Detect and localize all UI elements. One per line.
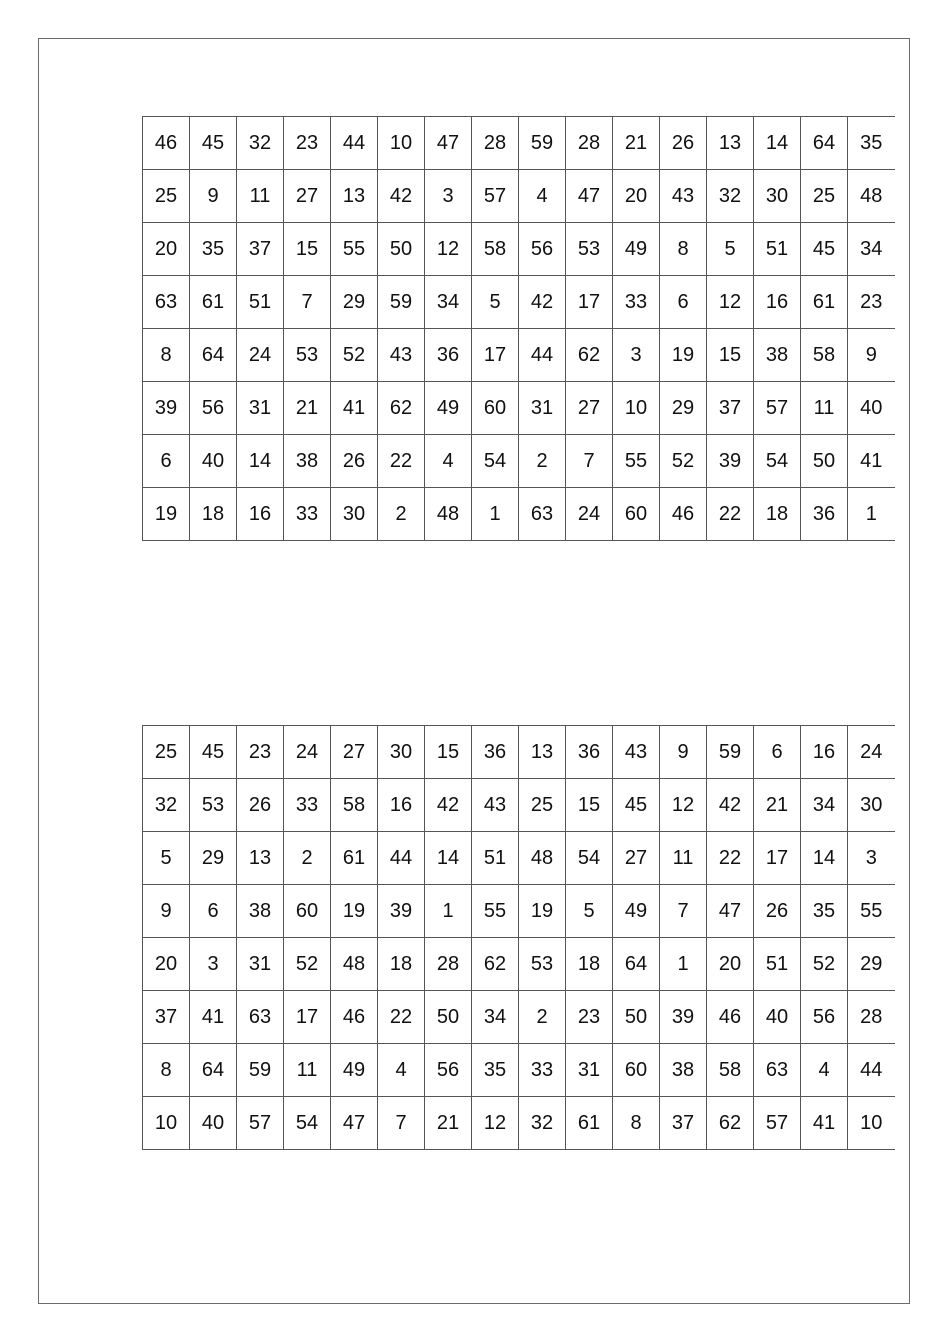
number-cell: 37 (707, 382, 754, 435)
number-cell: 19 (660, 329, 707, 382)
number-cell: 56 (425, 1044, 472, 1097)
number-cell: 34 (848, 223, 895, 276)
number-cell: 58 (331, 779, 378, 832)
number-cell: 55 (472, 885, 519, 938)
number-cell: 11 (660, 832, 707, 885)
number-cell: 29 (331, 276, 378, 329)
number-cell: 58 (801, 329, 848, 382)
number-cell: 41 (190, 991, 237, 1044)
number-cell: 46 (660, 488, 707, 541)
number-cell: 13 (237, 832, 284, 885)
number-cell: 49 (331, 1044, 378, 1097)
number-cell: 18 (190, 488, 237, 541)
number-cell: 24 (284, 726, 331, 779)
number-cell: 25 (801, 170, 848, 223)
number-cell: 17 (754, 832, 801, 885)
table-row (143, 779, 895, 832)
number-cell: 59 (237, 1044, 284, 1097)
number-cell: 8 (143, 329, 190, 382)
number-cell: 1 (472, 488, 519, 541)
number-cell: 10 (613, 382, 660, 435)
number-cell: 41 (331, 382, 378, 435)
number-cell: 21 (613, 117, 660, 170)
table-row (143, 991, 895, 1044)
number-cell: 15 (566, 779, 613, 832)
number-cell: 60 (613, 1044, 660, 1097)
number-cell: 19 (519, 885, 566, 938)
number-cell: 27 (613, 832, 660, 885)
number-cell: 37 (237, 223, 284, 276)
number-cell: 54 (284, 1097, 331, 1150)
table-row (143, 1044, 895, 1097)
number-cell: 5 (566, 885, 613, 938)
number-cell: 62 (472, 938, 519, 991)
number-cell: 6 (190, 885, 237, 938)
number-cell: 38 (660, 1044, 707, 1097)
number-cell: 54 (566, 832, 613, 885)
number-cell: 51 (754, 223, 801, 276)
number-cell: 32 (707, 170, 754, 223)
number-cell: 43 (378, 329, 425, 382)
number-cell: 10 (378, 117, 425, 170)
number-cell: 39 (707, 435, 754, 488)
number-cell: 35 (472, 1044, 519, 1097)
number-cell: 36 (801, 488, 848, 541)
number-cell: 52 (801, 938, 848, 991)
number-cell: 4 (801, 1044, 848, 1097)
table-row (143, 832, 895, 885)
number-cell: 42 (425, 779, 472, 832)
number-cell: 31 (237, 938, 284, 991)
number-cell: 55 (331, 223, 378, 276)
number-cell: 45 (613, 779, 660, 832)
number-cell: 47 (425, 117, 472, 170)
number-cell: 9 (848, 329, 895, 382)
number-cell: 33 (613, 276, 660, 329)
number-cell: 9 (190, 170, 237, 223)
number-cell: 49 (425, 382, 472, 435)
number-cell: 62 (707, 1097, 754, 1150)
number-cell: 46 (331, 991, 378, 1044)
number-cell: 7 (660, 885, 707, 938)
number-cell: 13 (519, 726, 566, 779)
number-cell: 35 (190, 223, 237, 276)
number-cell: 41 (848, 435, 895, 488)
number-cell: 45 (190, 117, 237, 170)
table-row (143, 1097, 895, 1150)
number-cell: 29 (848, 938, 895, 991)
number-cell: 23 (848, 276, 895, 329)
number-cell: 34 (801, 779, 848, 832)
number-cell: 35 (801, 885, 848, 938)
number-cell: 45 (190, 726, 237, 779)
table-row (143, 885, 895, 938)
number-cell: 5 (472, 276, 519, 329)
number-cell: 61 (331, 832, 378, 885)
number-cell: 38 (754, 329, 801, 382)
number-cell: 10 (143, 1097, 190, 1150)
number-cell: 15 (284, 223, 331, 276)
number-cell: 53 (190, 779, 237, 832)
number-cell: 46 (143, 117, 190, 170)
number-cell: 20 (613, 170, 660, 223)
number-cell: 28 (566, 117, 613, 170)
number-cell: 18 (566, 938, 613, 991)
number-cell: 20 (143, 938, 190, 991)
number-cell: 44 (378, 832, 425, 885)
number-cell: 56 (801, 991, 848, 1044)
number-cell: 50 (425, 991, 472, 1044)
number-cell: 39 (660, 991, 707, 1044)
number-cell: 58 (472, 223, 519, 276)
number-cell: 26 (660, 117, 707, 170)
number-cell: 22 (378, 991, 425, 1044)
number-grid-top (142, 116, 895, 541)
number-cell: 11 (237, 170, 284, 223)
number-cell: 43 (660, 170, 707, 223)
number-cell: 64 (613, 938, 660, 991)
number-cell: 11 (284, 1044, 331, 1097)
number-cell: 24 (566, 488, 613, 541)
number-cell: 48 (331, 938, 378, 991)
number-cell: 18 (378, 938, 425, 991)
number-cell: 16 (801, 726, 848, 779)
number-cell: 53 (284, 329, 331, 382)
number-cell: 6 (143, 435, 190, 488)
number-cell: 37 (660, 1097, 707, 1150)
number-cell: 29 (190, 832, 237, 885)
number-cell: 25 (143, 170, 190, 223)
number-cell: 1 (848, 488, 895, 541)
number-cell: 19 (331, 885, 378, 938)
number-cell: 16 (378, 779, 425, 832)
number-cell: 15 (707, 329, 754, 382)
number-cell: 16 (754, 276, 801, 329)
number-cell: 47 (566, 170, 613, 223)
number-cell: 17 (566, 276, 613, 329)
number-cell: 34 (425, 276, 472, 329)
number-cell: 51 (237, 276, 284, 329)
number-cell: 64 (801, 117, 848, 170)
number-cell: 44 (848, 1044, 895, 1097)
number-cell: 57 (237, 1097, 284, 1150)
number-cell: 8 (613, 1097, 660, 1150)
number-cell: 51 (472, 832, 519, 885)
number-cell: 25 (519, 779, 566, 832)
table-row (143, 117, 895, 170)
number-cell: 11 (801, 382, 848, 435)
number-cell: 49 (613, 885, 660, 938)
number-cell: 61 (801, 276, 848, 329)
number-cell: 3 (425, 170, 472, 223)
number-cell: 38 (237, 885, 284, 938)
number-cell: 34 (472, 991, 519, 1044)
number-cell: 50 (378, 223, 425, 276)
number-cell: 39 (143, 382, 190, 435)
number-cell: 57 (754, 382, 801, 435)
number-cell: 13 (331, 170, 378, 223)
number-cell: 4 (519, 170, 566, 223)
number-cell: 29 (660, 382, 707, 435)
number-cell: 40 (190, 435, 237, 488)
number-cell: 26 (237, 779, 284, 832)
number-cell: 63 (143, 276, 190, 329)
number-cell: 33 (284, 779, 331, 832)
number-cell: 44 (519, 329, 566, 382)
number-cell: 40 (754, 991, 801, 1044)
number-cell: 42 (378, 170, 425, 223)
number-cell: 19 (143, 488, 190, 541)
number-cell: 52 (284, 938, 331, 991)
number-cell: 14 (754, 117, 801, 170)
number-cell: 64 (190, 1044, 237, 1097)
table-row (143, 329, 895, 382)
number-cell: 57 (754, 1097, 801, 1150)
number-cell: 47 (331, 1097, 378, 1150)
number-cell: 24 (848, 726, 895, 779)
number-cell: 6 (754, 726, 801, 779)
table-row (143, 223, 895, 276)
number-cell: 45 (801, 223, 848, 276)
number-cell: 55 (848, 885, 895, 938)
number-cell: 17 (472, 329, 519, 382)
number-cell: 14 (237, 435, 284, 488)
number-cell: 38 (284, 435, 331, 488)
number-cell: 8 (660, 223, 707, 276)
number-cell: 22 (378, 435, 425, 488)
number-cell: 48 (848, 170, 895, 223)
table-row (143, 488, 895, 541)
number-cell: 59 (378, 276, 425, 329)
number-cell: 58 (707, 1044, 754, 1097)
number-cell: 56 (519, 223, 566, 276)
number-cell: 12 (472, 1097, 519, 1150)
number-cell: 33 (284, 488, 331, 541)
number-cell: 32 (519, 1097, 566, 1150)
number-cell: 54 (472, 435, 519, 488)
number-cell: 14 (801, 832, 848, 885)
number-cell: 6 (660, 276, 707, 329)
number-cell: 22 (707, 832, 754, 885)
number-cell: 59 (707, 726, 754, 779)
number-cell: 47 (707, 885, 754, 938)
number-cell: 1 (660, 938, 707, 991)
number-cell: 39 (378, 885, 425, 938)
number-cell: 27 (331, 726, 378, 779)
number-cell: 28 (472, 117, 519, 170)
number-cell: 63 (519, 488, 566, 541)
number-cell: 21 (425, 1097, 472, 1150)
number-cell: 2 (378, 488, 425, 541)
number-cell: 13 (707, 117, 754, 170)
number-cell: 14 (425, 832, 472, 885)
number-cell: 42 (519, 276, 566, 329)
number-cell: 40 (848, 382, 895, 435)
number-grid-bottom (142, 725, 895, 1150)
number-cell: 8 (143, 1044, 190, 1097)
number-cell: 30 (378, 726, 425, 779)
number-cell: 46 (707, 991, 754, 1044)
number-cell: 5 (707, 223, 754, 276)
number-cell: 15 (425, 726, 472, 779)
number-cell: 33 (519, 1044, 566, 1097)
number-cell: 36 (566, 726, 613, 779)
number-cell: 4 (425, 435, 472, 488)
number-cell: 23 (566, 991, 613, 1044)
number-cell: 20 (143, 223, 190, 276)
number-cell: 43 (472, 779, 519, 832)
table-row (143, 276, 895, 329)
number-cell: 16 (237, 488, 284, 541)
number-cell: 27 (284, 170, 331, 223)
number-cell: 23 (237, 726, 284, 779)
number-cell: 28 (848, 991, 895, 1044)
number-cell: 18 (754, 488, 801, 541)
number-cell: 30 (754, 170, 801, 223)
number-cell: 52 (331, 329, 378, 382)
table-row (143, 726, 895, 779)
number-cell: 4 (378, 1044, 425, 1097)
number-cell: 26 (754, 885, 801, 938)
table-row (143, 170, 895, 223)
number-cell: 9 (660, 726, 707, 779)
number-cell: 37 (143, 991, 190, 1044)
number-cell: 36 (425, 329, 472, 382)
number-cell: 31 (519, 382, 566, 435)
number-cell: 31 (237, 382, 284, 435)
number-cell: 49 (613, 223, 660, 276)
number-cell: 17 (284, 991, 331, 1044)
number-cell: 5 (143, 832, 190, 885)
number-cell: 10 (848, 1097, 895, 1150)
number-cell: 12 (707, 276, 754, 329)
number-cell: 24 (237, 329, 284, 382)
number-cell: 2 (519, 991, 566, 1044)
number-cell: 60 (284, 885, 331, 938)
number-cell: 60 (613, 488, 660, 541)
number-cell: 2 (519, 435, 566, 488)
number-cell: 54 (754, 435, 801, 488)
table-row (143, 435, 895, 488)
number-cell: 22 (707, 488, 754, 541)
number-cell: 48 (425, 488, 472, 541)
number-cell: 30 (331, 488, 378, 541)
number-cell: 27 (566, 382, 613, 435)
number-cell: 25 (143, 726, 190, 779)
number-cell: 62 (378, 382, 425, 435)
table-row (143, 938, 895, 991)
number-cell: 3 (613, 329, 660, 382)
number-cell: 56 (190, 382, 237, 435)
table-row (143, 382, 895, 435)
number-cell: 3 (190, 938, 237, 991)
number-cell: 43 (613, 726, 660, 779)
number-cell: 32 (237, 117, 284, 170)
number-cell: 35 (848, 117, 895, 170)
number-cell: 52 (660, 435, 707, 488)
number-cell: 50 (801, 435, 848, 488)
number-cell: 55 (613, 435, 660, 488)
number-cell: 63 (754, 1044, 801, 1097)
number-cell: 7 (284, 276, 331, 329)
number-cell: 26 (331, 435, 378, 488)
number-cell: 53 (566, 223, 613, 276)
number-cell: 21 (284, 382, 331, 435)
number-cell: 59 (519, 117, 566, 170)
number-cell: 30 (848, 779, 895, 832)
number-cell: 21 (754, 779, 801, 832)
number-cell: 48 (519, 832, 566, 885)
number-cell: 3 (848, 832, 895, 885)
number-cell: 20 (707, 938, 754, 991)
number-cell: 41 (801, 1097, 848, 1150)
number-cell: 7 (378, 1097, 425, 1150)
number-cell: 36 (472, 726, 519, 779)
number-cell: 40 (190, 1097, 237, 1150)
number-cell: 62 (566, 329, 613, 382)
number-cell: 63 (237, 991, 284, 1044)
number-cell: 61 (566, 1097, 613, 1150)
number-cell: 12 (660, 779, 707, 832)
number-cell: 9 (143, 885, 190, 938)
number-cell: 50 (613, 991, 660, 1044)
number-cell: 1 (425, 885, 472, 938)
number-cell: 42 (707, 779, 754, 832)
number-cell: 61 (190, 276, 237, 329)
number-cell: 28 (425, 938, 472, 991)
number-cell: 12 (425, 223, 472, 276)
number-cell: 53 (519, 938, 566, 991)
number-cell: 57 (472, 170, 519, 223)
number-cell: 44 (331, 117, 378, 170)
number-cell: 60 (472, 382, 519, 435)
number-cell: 31 (566, 1044, 613, 1097)
number-cell: 32 (143, 779, 190, 832)
number-cell: 7 (566, 435, 613, 488)
number-cell: 64 (190, 329, 237, 382)
number-cell: 51 (754, 938, 801, 991)
number-cell: 23 (284, 117, 331, 170)
number-cell: 2 (284, 832, 331, 885)
